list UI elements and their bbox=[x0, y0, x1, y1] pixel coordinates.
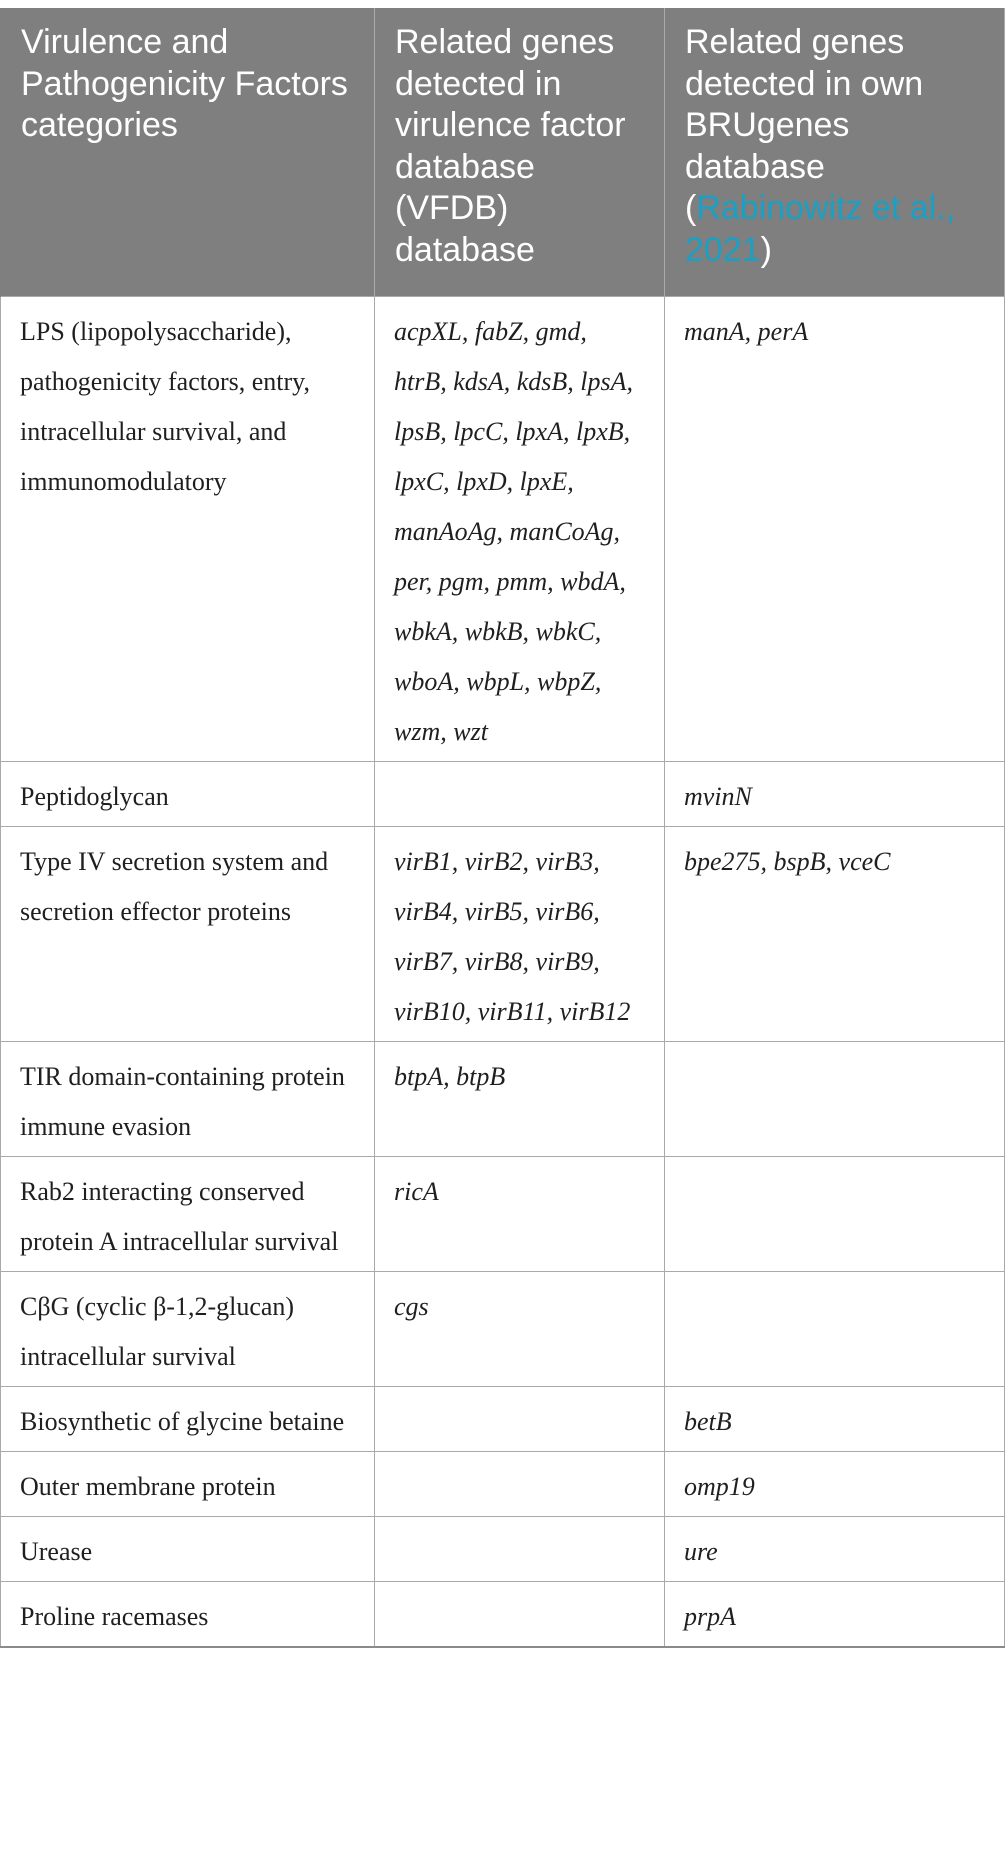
vfdb-genes-cell: cgs bbox=[375, 1271, 665, 1386]
category-cell: Peptidoglycan bbox=[1, 761, 375, 826]
table-row bbox=[1, 1386, 1005, 1451]
table-row bbox=[1, 1041, 1005, 1156]
vfdb-genes-cell bbox=[375, 1451, 665, 1516]
header-vfdb-genes: Related genes detected in virulence factor database (VFDB) database bbox=[375, 8, 665, 296]
vfdb-genes-cell: ricA bbox=[375, 1156, 665, 1271]
table-row bbox=[1, 296, 1005, 761]
brugenes-genes-cell: omp19 bbox=[665, 1451, 1005, 1516]
virulence-factors-table bbox=[0, 8, 1005, 1648]
vfdb-genes-cell bbox=[375, 1581, 665, 1647]
table-header bbox=[1, 8, 1005, 296]
brugenes-genes-cell: manA, perA bbox=[665, 296, 1005, 761]
category-cell: Type IV secretion system and secretion effector proteins bbox=[1, 826, 375, 1041]
brugenes-genes-cell: mvinN bbox=[665, 761, 1005, 826]
table-body bbox=[1, 296, 1005, 1647]
brugenes-genes-cell: prpA bbox=[665, 1581, 1005, 1647]
category-cell: Outer membrane protein bbox=[1, 1451, 375, 1516]
table-row bbox=[1, 1451, 1005, 1516]
brugenes-genes-cell: bpe275, bspB, vceC bbox=[665, 826, 1005, 1041]
table-row bbox=[1, 761, 1005, 826]
header-row bbox=[1, 8, 1005, 296]
header-brugenes-suffix: ) bbox=[760, 230, 772, 269]
table-container bbox=[0, 8, 1005, 1648]
table-row bbox=[1, 826, 1005, 1041]
vfdb-genes-cell bbox=[375, 1516, 665, 1581]
header-brugenes-prefix: Related genes detected in own BRUgenes database ( bbox=[685, 23, 924, 227]
vfdb-genes-cell: btpA, btpB bbox=[375, 1041, 665, 1156]
category-cell: CβG (cyclic β-1,2-glucan) intracellular survival bbox=[1, 1271, 375, 1386]
category-cell: TIR domain-containing protein immune evasion bbox=[1, 1041, 375, 1156]
category-cell: Proline racemases bbox=[1, 1581, 375, 1647]
vfdb-genes-cell: virB1, virB2, virB3, virB4, virB5, virB6, virB7, virB8, virB9, virB10, virB11, virB12 bbox=[375, 826, 665, 1041]
brugenes-genes-cell bbox=[665, 1041, 1005, 1156]
brugenes-genes-cell bbox=[665, 1271, 1005, 1386]
category-cell: Urease bbox=[1, 1516, 375, 1581]
vfdb-genes-cell bbox=[375, 1386, 665, 1451]
category-cell: LPS (lipopolysaccharide), pathogenicity factors, entry, intracellular survival, and immunomodulatory bbox=[1, 296, 375, 761]
vfdb-genes-cell: acpXL, fabZ, gmd, htrB, kdsA, kdsB, lpsA, lpsB, lpcC, lpxA, lpxB, lpxC, lpxD, lpxE, manAoAg, manCoAg, per, pgm, pmm, wbdA, wbkA, wbkB, wbkC, wboA, wbpL, wbpZ, wzm, wzt bbox=[375, 296, 665, 761]
brugenes-genes-cell: betB bbox=[665, 1386, 1005, 1451]
brugenes-genes-cell bbox=[665, 1156, 1005, 1271]
category-cell: Rab2 interacting conserved protein A intracellular survival bbox=[1, 1156, 375, 1271]
table-row bbox=[1, 1581, 1005, 1647]
header-categories: Virulence and Pathogenicity Factors categories bbox=[1, 8, 375, 296]
vfdb-genes-cell bbox=[375, 761, 665, 826]
header-brugenes-genes bbox=[665, 8, 1005, 296]
table-row bbox=[1, 1271, 1005, 1386]
category-cell: Biosynthetic of glycine betaine bbox=[1, 1386, 375, 1451]
citation-link[interactable]: Rabinowitz et al., 2021 bbox=[685, 189, 956, 269]
brugenes-genes-cell: ure bbox=[665, 1516, 1005, 1581]
table-row bbox=[1, 1156, 1005, 1271]
table-row bbox=[1, 1516, 1005, 1581]
